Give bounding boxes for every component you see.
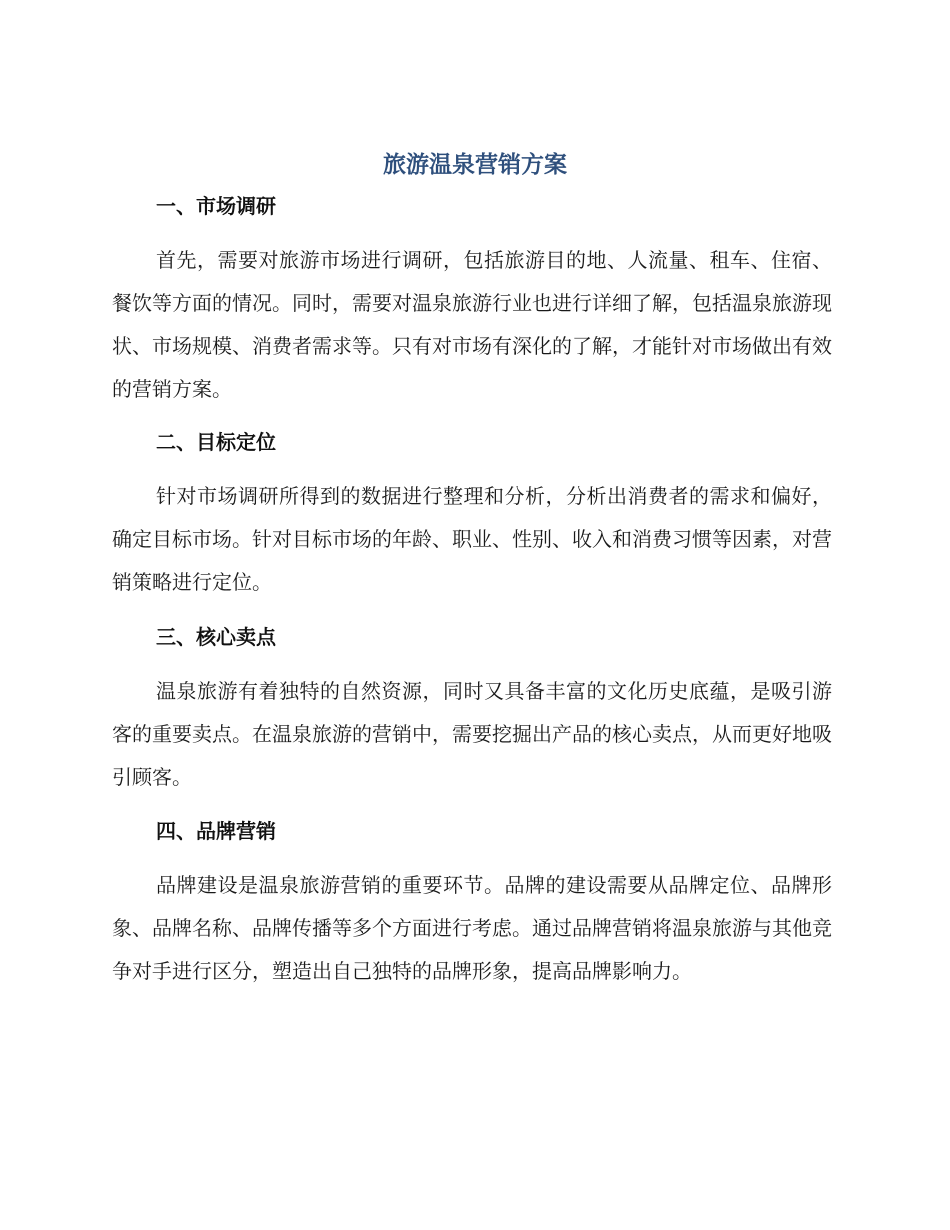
section-body-core-selling-points: 温泉旅游有着独特的自然资源，同时又具备丰富的文化历史底蕴，是吸引游客的重要卖点。在温泉旅游的营销中，需要挖掘出产品的核心卖点，从而更好地吸引顾客。 (112, 679, 832, 789)
document-title: 旅游温泉营销方案 (383, 152, 567, 178)
section-heading-target-positioning: 二、目标定位 (156, 430, 276, 454)
section-body-market-research: 首先，需要对旅游市场进行调研，包括旅游目的地、人流量、租车、住宿、餐饮等方面的情况。同时，需要对温泉旅游行业也进行详细了解，包括温泉旅游现状、市场规模、消费者需求等。只有对市场有深化的了解，才能针对市场做出有效的营销方案。 (112, 248, 832, 401)
section-heading-brand-marketing: 四、品牌营销 (156, 819, 276, 843)
section-heading-core-selling-points: 三、核心卖点 (156, 625, 276, 649)
section-heading-market-research: 一、市场调研 (156, 194, 276, 218)
section-body-target-positioning: 针对市场调研所得到的数据进行整理和分析，分析出消费者的需求和偏好，确定目标市场。针对目标市场的年龄、职业、性别、收入和消费习惯等因素，对营销策略进行定位。 (112, 484, 832, 594)
section-body-brand-marketing: 品牌建设是温泉旅游营销的重要环节。品牌的建设需要从品牌定位、品牌形象、品牌名称、品牌传播等多个方面进行考虑。通过品牌营销将温泉旅游与其他竞争对手进行区分，塑造出自己独特的品牌形象，提高品牌影响力。 (112, 873, 832, 983)
